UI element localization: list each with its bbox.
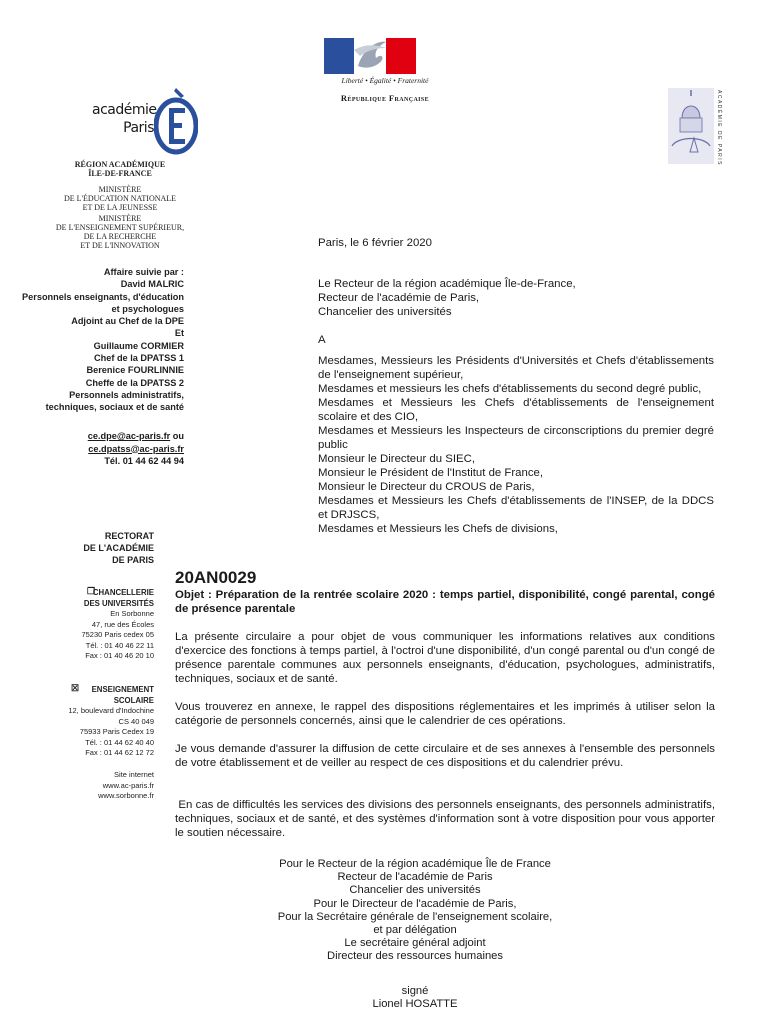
email-dpe-link[interactable]: ce.dpe@ac-paris.fr: [87, 431, 171, 441]
affaire-line: et psychologues: [111, 303, 184, 314]
enseignement-head: ENSEIGNEMENT SCOLAIRE: [91, 685, 154, 705]
sender-line: Le Recteur de la région académique Île-de-France,: [318, 278, 576, 290]
address-line: Fax : 01 44 62 12 72: [85, 748, 154, 757]
recipient: Mesdames et messieurs les chefs d'établissements du second degré public,: [318, 383, 702, 395]
address-line: Tél. : 01 40 46 22 11: [85, 640, 154, 650]
paragraph: Je vous demande d'assurer la diffusion de cette circulaire et de ses annexes à l'ensemble des personnels de votre établissement et de veiller au respect de ces dispositions et du calendrier prévu.: [175, 743, 715, 769]
telephone: Tél. 01 44 62 44 94: [104, 456, 184, 466]
sender-line: Recteur de l'académie de Paris,: [318, 292, 480, 304]
academie-paris-logo: [92, 86, 198, 156]
signe-label: signé: [401, 985, 429, 997]
academie-label: académie: [92, 102, 157, 118]
address-line: 75933 Paris Cedex 19: [79, 727, 154, 736]
address-line: Tél. : 01 44 62 40 40: [85, 737, 154, 747]
signature-line: Le secrétaire général adjoint: [344, 937, 486, 950]
chancellerie-icon: ❐: [87, 586, 96, 596]
affaire-line: Cheffe de la DPATSS 2: [85, 377, 184, 388]
signature-line: Pour la Secrétaire générale de l'enseignement scolaire,: [277, 910, 553, 923]
sorbonne-dome-icon: [668, 88, 718, 164]
affaire-line: techniques, sociaux et de santé: [45, 402, 184, 413]
paragraph: Vous trouverez en annexe, le rappel des dispositions réglementaires et les imprimés à utiliser selon la catégorie de personnels concernés, ainsi que le calendrier de ces opérations.: [175, 701, 715, 727]
address-line: 47, rue des Écoles: [91, 619, 154, 629]
recipient: Mesdames et Messieurs les Inspecteurs de circonscriptions du premier degré public: [318, 425, 714, 451]
site-label: Site internet: [113, 770, 154, 779]
signature-line: Chancelier des universités: [349, 884, 481, 897]
email-joiner: ou: [170, 431, 184, 441]
affaire-line: David MALRIC: [120, 279, 184, 290]
reference-number: 20AN0029: [175, 568, 257, 587]
ministere-education: MINISTÈRE DE L'ÉDUCATION NATIONALE ET DE LA JEUNESSE: [63, 185, 177, 212]
affaire-line: Chef de la DPATSS 1: [93, 353, 184, 364]
paragraph: La présente circulaire a pour objet de vous communiquer les informations relatives aux conditions d'exercice des fonctions à temps partiel, à l'octroi d'une disponibilité, d'un congé parental ou d'un congé de présence parentale communes aux personnels enseignants, d'éducation, psychologues, administratifs, techniques, sociaux et de santé.: [175, 631, 715, 685]
recipient: Monsieur le Directeur du SIEC,: [318, 453, 475, 465]
e-accent-icon: [154, 86, 198, 156]
rectorat-label: RECTORAT DE L'ACADÉMIE DE PARIS: [83, 531, 154, 565]
devise: Liberté • Égalité • Fraternité: [341, 76, 429, 85]
signature-line: et par délégation: [373, 924, 457, 937]
chancellerie-address: [44, 588, 154, 662]
recipient: Monsieur le Directeur du CROUS de Paris,: [318, 481, 535, 493]
letter-recipients: [318, 354, 714, 536]
enseignement-address: [44, 685, 154, 759]
enseignement-icon: ☒: [71, 683, 80, 693]
signe-block: [250, 985, 580, 1011]
recipient: Monsieur le Président de l'Institut de France,: [318, 467, 544, 479]
paragraph: En cas de difficultés les services des divisions des personnels enseignants, des personnels administratifs, techniques, sociaux et de santé, et des systèmes d'information sont à votre disposition pour vous apporter le soutien nécessaire.: [175, 799, 719, 839]
chancellerie-head: CHANCELLERIE DES UNIVERSITÉS: [83, 588, 154, 608]
ministere-enseignement-superieur: MINISTÈRE DE L'ENSEIGNEMENT SUPÉRIEUR, DE LA RECHERCHE ET DE L'INNOVATION: [55, 214, 185, 250]
contacts: [8, 430, 184, 468]
affaire-line: Et: [174, 328, 184, 339]
recipient: Mesdames et Messieurs les Chefs d'établissements de l'INSEP, de la DDCS et DRJSCS,: [318, 495, 714, 521]
letter-objet: Objet : Préparation de la rentrée scolaire 2020 : temps partiel, disponibilité, congé parental, congé de présence parentale: [175, 589, 715, 615]
affaire-line: Guillaume CORMIER: [93, 340, 184, 351]
signature-line: Directeur des ressources humaines: [327, 950, 503, 963]
letter-a: A: [318, 334, 326, 346]
sorbonne-vertical-text: ACADÉMIE DE PARIS: [716, 90, 722, 166]
address-line: 75230 Paris cedex 05: [81, 630, 154, 639]
signature-line: Pour le Recteur de la région académique Île de France: [279, 858, 551, 870]
site-internet: [44, 770, 154, 802]
affaire-line: Affaire suivie par :: [103, 267, 184, 277]
affaire-line: Berenice FOURLINNIE: [86, 365, 184, 376]
recipient: Mesdames et Messieurs les Chefs d'établissements de l'enseignement scolaire et des CIO,: [318, 397, 714, 423]
affaire-line: Personnels administratifs,: [69, 389, 184, 400]
sorbonne-logo: [668, 88, 728, 208]
affaire-suivie: [8, 266, 184, 414]
signature-block: [250, 858, 580, 964]
paris-label: Paris: [123, 120, 154, 136]
signature-line: Recteur de l'académie de Paris: [337, 871, 493, 884]
address-line: En Sorbonne: [110, 609, 154, 618]
signature-line: Pour le Directeur de l'académie de Paris,: [313, 897, 517, 910]
sender-line: Chancelier des universités: [318, 306, 452, 318]
recipient: Mesdames, Messieurs les Présidents d'Universités et Chefs d'établissements de l'enseignement supérieur,: [318, 355, 714, 381]
letter-date: Paris, le 6 février 2020: [318, 237, 432, 249]
recipient: Mesdames et Messieurs les Chefs de divisions,: [318, 523, 558, 535]
marianne-flag-icon: [324, 36, 416, 76]
address-line: 12, boulevard d'Indochine: [68, 706, 154, 715]
address-line: Fax : 01 40 46 20 10: [85, 651, 154, 660]
site-link[interactable]: www.ac-paris.fr: [102, 780, 154, 790]
address-line: CS 40 049: [118, 716, 154, 726]
affaire-line: Personnels enseignants, d'éducation: [22, 291, 184, 302]
letter-sender: [318, 277, 714, 319]
site-link[interactable]: www.sorbonne.fr: [98, 791, 154, 800]
region-academique: RÉGION ACADÉMIQUE ÎLE-DE-FRANCE: [74, 160, 166, 178]
affaire-line: Adjoint au Chef de la DPE: [71, 316, 184, 327]
republique-francaise: République Française: [340, 93, 430, 103]
signatory-name: Lionel HOSATTE: [372, 998, 458, 1010]
email-dpatss-link[interactable]: ce.dpatss@ac-paris.fr: [88, 443, 184, 454]
